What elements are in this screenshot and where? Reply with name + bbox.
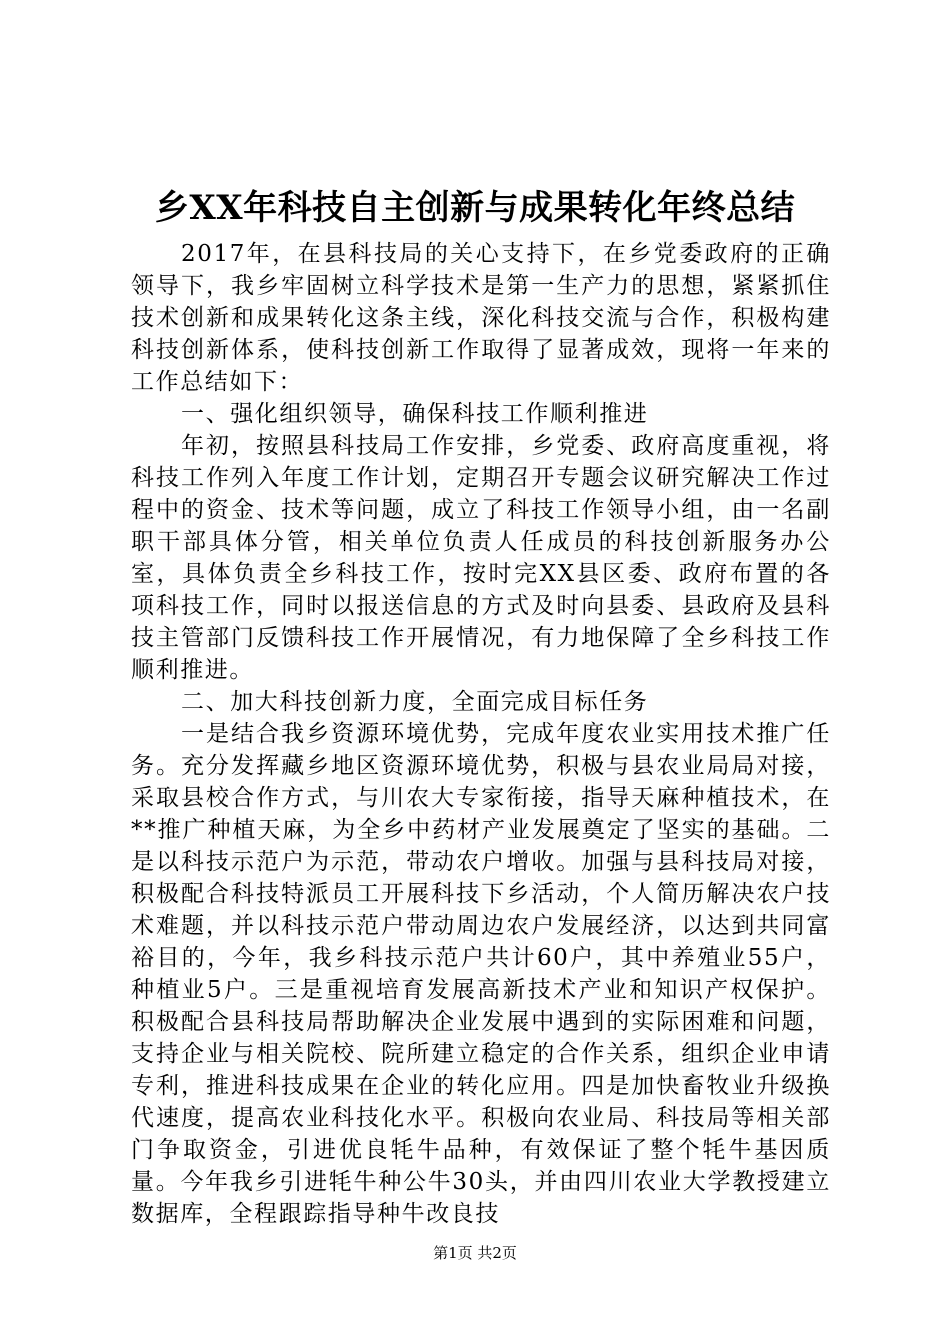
page-number-footer: 第1页 共2页 — [433, 1244, 517, 1262]
section-1-paragraph: 年初，按照县科技局工作安排，乡党委、政府高度重视，将科技工作列入年度工作计划，定期召开专题会议研究解决工作过程中的资金、技术等问题，成立了科技工作领导小组，由一名副职干部具体分管，相关单位负责人任成员的科技创新服务办公室，具体负责全乡科技工作，按时完XX县区委、政府布置的各项科技工作，同时以报送信息的方式及时向县委、县政府及县科技主管部门反馈科技工作开展情况，有力地保障了全乡科技工作顺利推进。 — [131, 433, 831, 683]
intro-paragraph: 2017年，在县科技局的关心支持下，在乡党委政府的正确领导下，我乡牢固树立科学技术是第一生产力的思想，紧紧抓住技术创新和成果转化这条主线，深化科技交流与合作，积极构建科技创新体系，使科技创新工作取得了显著成效，现将一年来的工作总结如下： — [131, 241, 831, 395]
section-2-paragraph: 一是结合我乡资源环境优势，完成年度农业实用技术推广任务。充分发挥藏乡地区资源环境优势，积极与县农业局局对接，采取县校合作方式，与川农大专家衔接，指导天麻种植技术，在**推广种植天麻，为全乡中药材产业发展奠定了坚实的基础。二是以科技示范户为示范，带动农户增收。加强与县科技局对接，积极配合科技特派员工开展科技下乡活动，个人简历解决农户技术难题，并以科技示范户带动周边农户发展经济，以达到共同富裕目的，今年，我乡科技示范户共计60户，其中养殖业55户，种植业5户。三是重视培育发展高新技术产业和知识产权保护。积极配合县科技局帮助解决企业发展中遇到的实际困难和问题，支持企业与相关院校、院所建立稳定的合作关系，组织企业申请专利，推进科技成果在企业的转化应用。四是加快畜牧业升级换代速度，提高农业科技化水平。积极向农业局、科技局等相关部门争取资金，引进优良牦牛品种，有效保证了整个牦牛基因质量。今年我乡引进牦牛种公牛30头，并由四川农业大学教授建立数据库，全程跟踪指导种牛改良技 — [131, 721, 831, 1227]
section-heading-2: 二、加大科技创新力度，全面完成目标任务 — [181, 689, 649, 715]
section-heading-1: 一、强化组织领导，确保科技工作顺利推进 — [181, 401, 649, 427]
document-body — [131, 238, 831, 1230]
document-title: 乡XX年科技自主创新与成果转化年终总结 — [154, 188, 796, 228]
